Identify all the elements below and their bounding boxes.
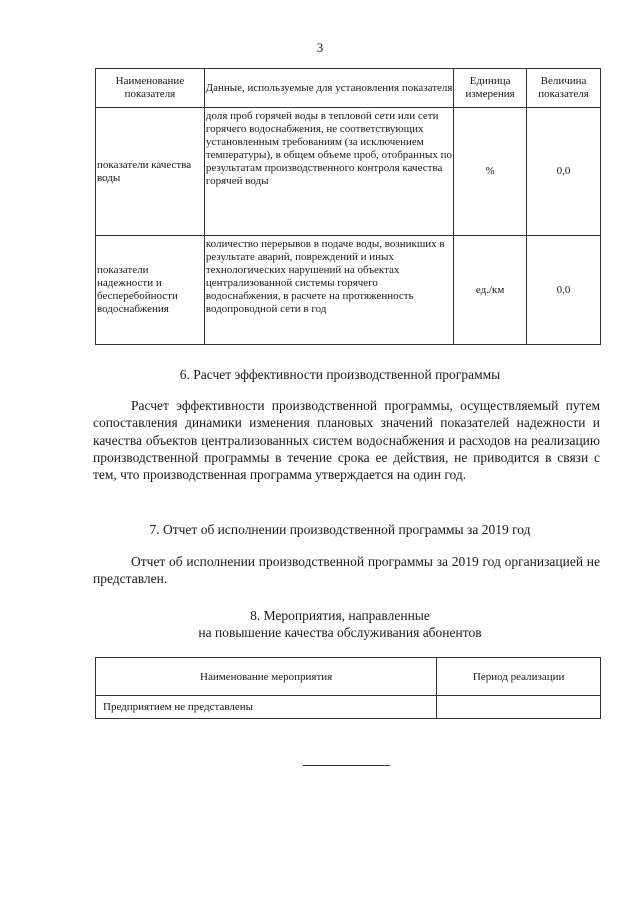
indicator-name-cell: показатели надежности и бесперебойности водоснабжения (96, 236, 205, 345)
table-row (96, 236, 601, 345)
indicators-table (95, 68, 601, 345)
measure-period-cell (437, 696, 601, 719)
indicator-unit-cell: ед./км (454, 236, 527, 345)
indicator-value-cell: 0,0 (527, 236, 601, 345)
indicator-data-cell: доля проб горячей воды в тепловой сети или сети горячего водоснабжения, не соответствующих установленным требованиям (за исключением температуры), в общем объеме проб, отобранных по результатам производственного контроля качества горячей воды (204, 108, 453, 236)
section-6-text (93, 397, 600, 483)
table-row (96, 696, 601, 719)
table-row (96, 108, 601, 236)
table-header-row (96, 69, 601, 108)
indicator-unit-cell: % (454, 108, 527, 236)
section-7-text (93, 553, 600, 588)
section-7-title: 7. Отчет об исполнении производственной программы за 2019 год (149, 522, 531, 537)
header-measure-name: Наименование мероприятия (96, 658, 437, 696)
table-header-row (96, 658, 601, 696)
header-unit: Единица измерения (454, 69, 527, 108)
header-value: Величина показателя (527, 69, 601, 108)
section-6-paragraph: Расчет эффективности производственной программы, осуществляемый путем сопоставления динамики изменения плановых значений показателей надежности и качества объектов централизованных систем водоснабжения и расходов на реализацию производственной программы в течение срока ее действия, не приводится в связи с тем, что производственная программа утверждается на один год. (93, 398, 600, 483)
indicator-value-cell: 0,0 (527, 108, 601, 236)
section-7-paragraph: Отчет об исполнении производственной программы за 2019 год организацией не представлен. (93, 554, 600, 587)
page-number: 3 (316, 40, 324, 55)
end-divider (303, 765, 390, 766)
section-6-title: 6. Расчет эффективности производственной программы (179, 367, 501, 382)
indicator-name-cell: показатели качества воды (96, 108, 205, 236)
header-data-used: Данные, используемые для установления показателя (204, 69, 453, 108)
section-8-title-line-1: 8. Мероприятия, направленные (250, 608, 430, 623)
section-8-title-line-2: на повышение качества обслуживания абонентов (198, 625, 482, 640)
measures-table (95, 657, 601, 719)
header-indicator-name: Наименование показателя (96, 69, 205, 108)
measure-name-cell: Предприятием не представлены (96, 696, 437, 719)
indicator-data-cell: количество перерывов в подаче воды, возникших в результате аварий, повреждений и иных технологических нарушений на объектах централизованной системы горячего водоснабжения, в расчете на протяженность водопроводной сети в год (204, 236, 453, 345)
header-period: Период реализации (437, 658, 601, 696)
